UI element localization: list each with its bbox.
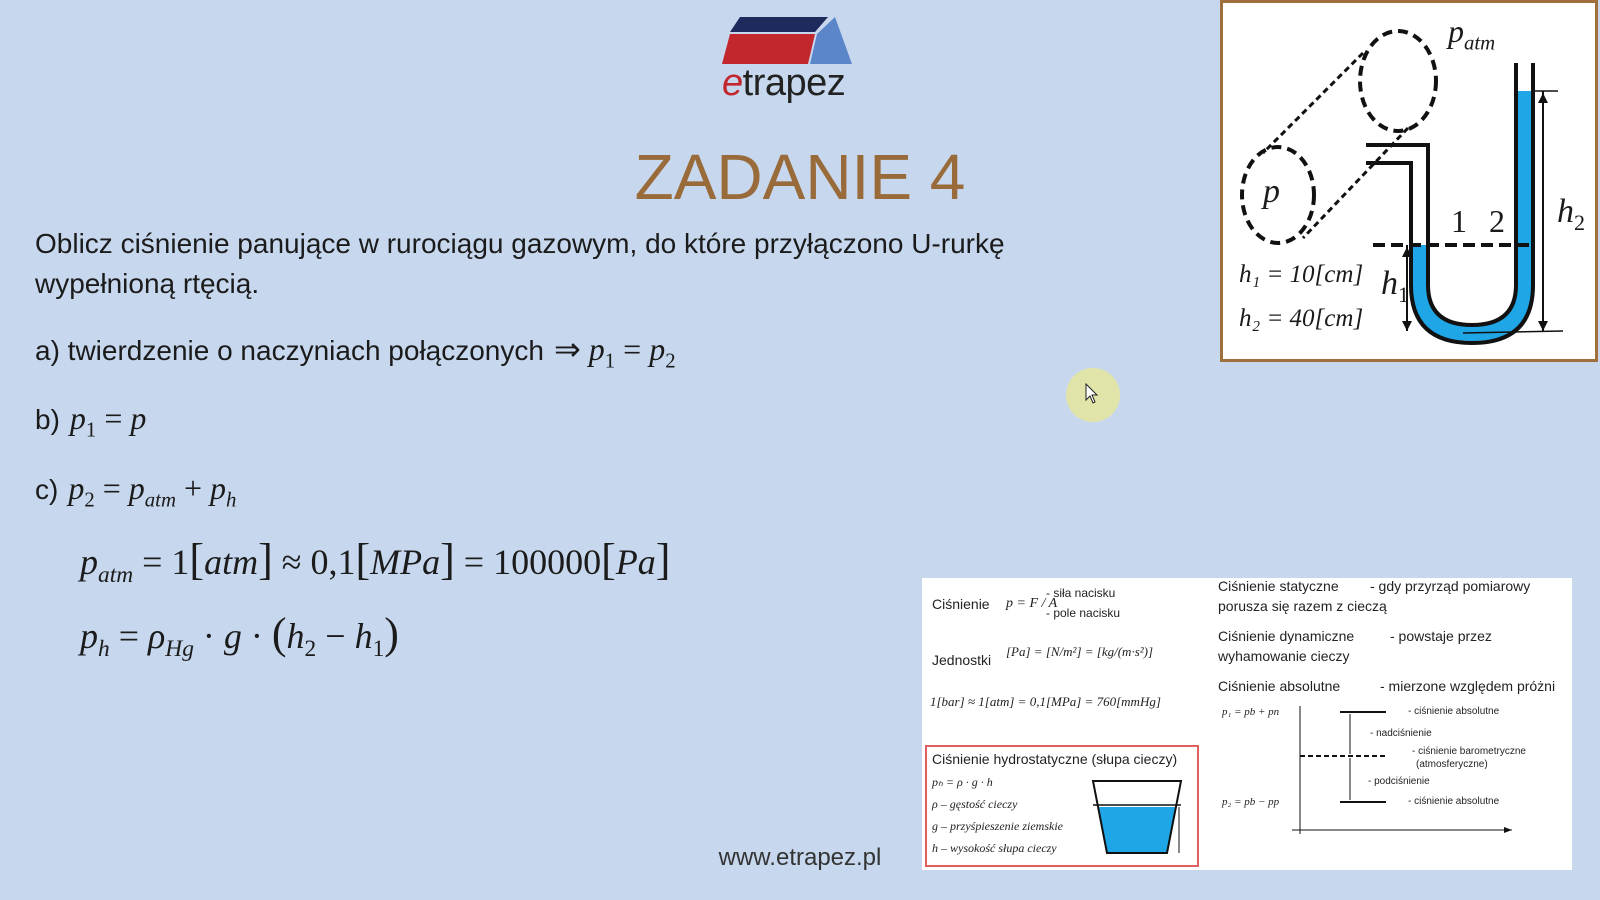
ref-units-eq: 1[bar] ≈ 1[atm] = 0,1[MPa] = 760[mmHg]	[930, 694, 1161, 709]
ref-h: h – wysokość słupa cieczy	[932, 841, 1057, 855]
ref-dyn-2: - powstaje przez	[1390, 628, 1492, 644]
ref-static-1: Ciśnienie statyczne	[1218, 578, 1339, 594]
item-a-label: a) twierdzenie o naczyniach połączonych	[35, 335, 544, 366]
footer-url[interactable]: www.etrapez.pl	[718, 844, 882, 871]
ref-p-formula: p = F / A	[1006, 596, 1058, 611]
item-b	[35, 400, 146, 442]
ref-cisnienie: Ciśnienie	[932, 596, 990, 612]
ref-p1-label: - ciśnienie absolutne	[1408, 706, 1500, 717]
h2-value: h₂ = 40[cm]	[1239, 305, 1364, 332]
ref-jednostki: Jednostki	[932, 652, 992, 668]
ref-static-2: - gdy przyrząd pomiarowy	[1370, 578, 1531, 594]
ph-equation: $p_h = \rho_{Hg} \cdot g \cdot (h_2 - h_1)$	[80, 609, 399, 663]
ref-p2-eq: p₂ = pb − pp	[1222, 796, 1280, 808]
item-b-label: b)	[35, 404, 60, 435]
label-h1: $h_1$	[1381, 265, 1410, 307]
ref-pn-label: - nadciśnienie	[1370, 728, 1432, 739]
u-tube-diagram	[1220, 0, 1598, 362]
mouse-cursor-icon	[1085, 383, 1101, 405]
ref-hydro-title: Ciśnienie hydrostatyczne (słupa cieczy)	[932, 751, 1178, 767]
item-b-equation: $p_1 = p$	[69, 400, 147, 442]
patm-equation: $p_{atm} = 1[atm] \approx 0,1[MPa] = 100000[Pa]$	[80, 535, 671, 589]
ref-hydro-eq: pₕ = ρ · g · h	[932, 775, 993, 789]
label-patm: $p_{atm}$	[1448, 13, 1496, 55]
item-a	[35, 330, 676, 373]
ref-abs-1: Ciśnienie absolutne	[1218, 678, 1341, 694]
item-c-equation: $p_2 = p_{atm} + p_h$	[68, 470, 237, 512]
h1-value: h₁ = 10[cm]	[1239, 261, 1364, 288]
ref-static-3: porusza się razem z cieczą	[1218, 598, 1387, 614]
ref-pp-label: - podciśnienie	[1368, 776, 1430, 787]
ref-pb-label-1: - ciśnienie barometryczne	[1412, 746, 1526, 757]
ref-p1-eq: p₁ = pb + pn	[1222, 706, 1280, 718]
page-title: ZADANIE 4	[634, 141, 966, 213]
ref-g: g – przyśpieszenie ziemskie	[932, 819, 1063, 833]
ref-pole: - pole nacisku	[1046, 606, 1121, 620]
ref-rho: ρ – gęstość cieczy	[932, 797, 1018, 811]
ref-units-formula: [Pa] = [N/m²] = [kg/(m·s²)]	[1006, 644, 1154, 659]
item-c-label: c)	[35, 474, 59, 505]
pressure-reference-card	[922, 578, 1572, 870]
ref-p2-label: - ciśnienie absolutne	[1408, 796, 1500, 807]
ref-abs-2: - mierzone względem próżni	[1380, 678, 1556, 694]
label-p: p	[1263, 173, 1280, 210]
ref-dyn-1: Ciśnienie dynamiczne	[1218, 628, 1355, 644]
label-h2: $h_2$	[1557, 193, 1586, 235]
label-2: 2	[1489, 203, 1505, 239]
ref-pb-label-2: (atmosferyczne)	[1416, 759, 1488, 770]
ref-sila: - siła nacisku	[1046, 586, 1116, 600]
item-c	[35, 470, 236, 512]
logo-wordmark: etrapez	[722, 62, 846, 104]
task-text: Oblicz ciśnienie panujące w rurociągu gazowym, do które przyłączono U-rurkę wypełnioną rtęcią.	[35, 228, 1005, 299]
ref-dyn-3: wyhamowanie cieczy	[1218, 648, 1350, 664]
pressure-levels-diagram	[1282, 702, 1532, 838]
label-1: 1	[1451, 203, 1467, 239]
item-a-equation: ⇒ $p_1 = p_2$	[553, 331, 676, 373]
